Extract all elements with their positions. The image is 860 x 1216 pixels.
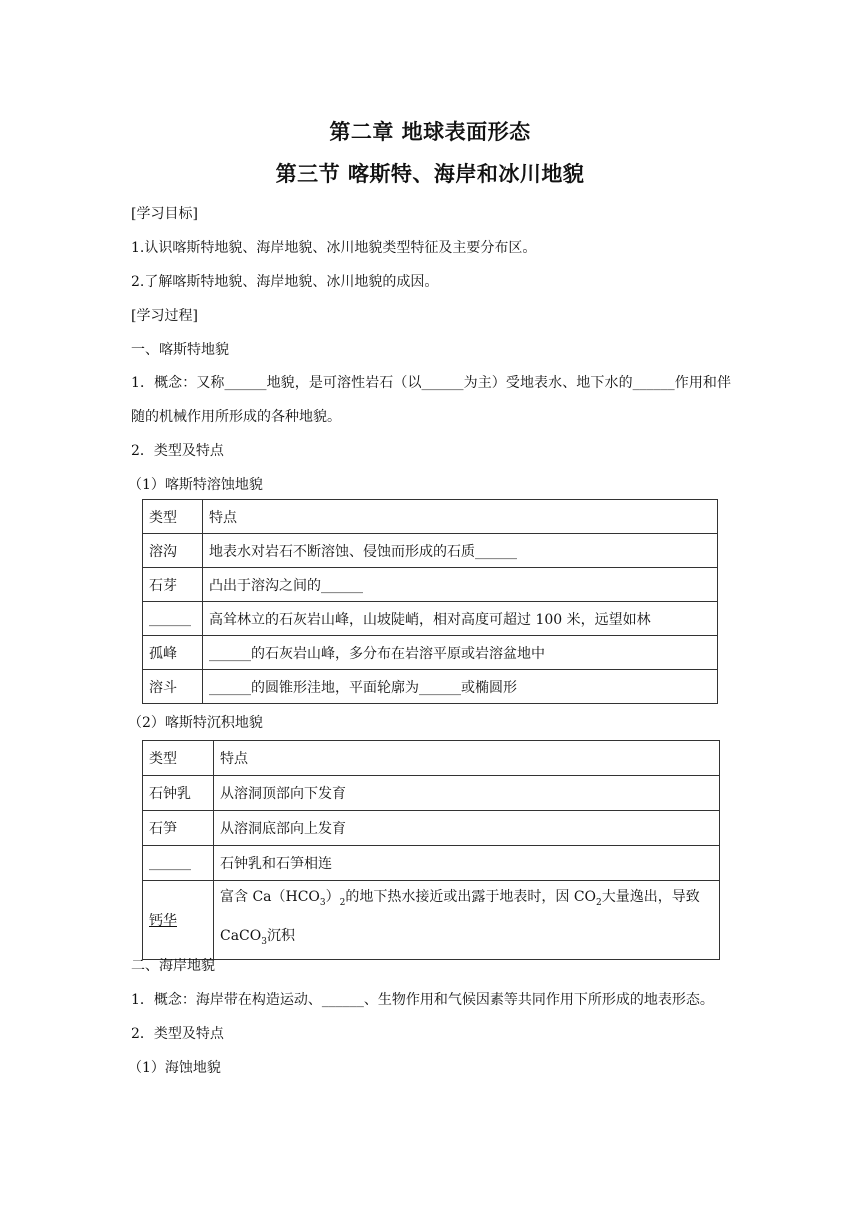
table-cell: ______ (143, 602, 203, 636)
goal-1: 1.认识喀斯特地貌、海岸地貌、冰川地貌类型特征及主要分布区。 (131, 240, 537, 256)
table-row (143, 881, 720, 960)
table-row (143, 534, 718, 568)
karst-deposit-table (142, 740, 720, 960)
table-row (143, 741, 720, 776)
table-row (143, 636, 718, 670)
table-cell: 钙华 (143, 881, 214, 960)
table-row (143, 602, 718, 636)
table-cell: 特点 (203, 500, 718, 534)
karst-types-heading: 2．类型及特点 (131, 443, 224, 459)
karst-concept: 1．概念：又称______地貌，是可溶性岩石（以______为主）受地表水、地下水的______作用和伴随的机械作用所形成的各种地貌。 (131, 375, 731, 425)
table-cell: 石钟乳 (143, 776, 214, 811)
table-cell: 孤峰 (143, 636, 203, 670)
table-cell: 从溶洞底部向上发育 (214, 811, 720, 846)
table-cell: 溶斗 (143, 670, 203, 704)
karst-deposit-heading: （2）喀斯特沉积地貌 (128, 715, 263, 731)
table-cell: ______ (143, 846, 214, 881)
table-row (143, 846, 720, 881)
table-row (143, 568, 718, 602)
table-row (143, 500, 718, 534)
table-cell: 类型 (143, 500, 203, 534)
table-cell: ______的石灰岩山峰，多分布在岩溶平原或岩溶盆地中 (203, 636, 718, 670)
table-cell: 富含 $Ca(HCO_3)_2$的地下热水接近或出露于地表时，因 $CO_2$大量逸出，导致 CaCO$_3$沉积 (214, 881, 720, 960)
table-cell: 石钟乳和石笋相连 (214, 846, 720, 881)
chapter-title: 第二章 地球表面形态 (329, 120, 531, 144)
karst-erosion-table (142, 499, 718, 704)
table-cell: 高耸林立的石灰岩山峰，山坡陡峭，相对高度可超过 100 米，远望如林 (203, 602, 718, 636)
karst-erosion-heading: （1）喀斯特溶蚀地貌 (128, 477, 263, 493)
coast-heading: 二、海岸地貌 (131, 958, 215, 974)
table-cell: 从溶洞顶部向下发育 (214, 776, 720, 811)
table-row (143, 776, 720, 811)
table-cell: 类型 (143, 741, 214, 776)
table-row (143, 811, 720, 846)
table-row (143, 670, 718, 704)
coast-types-heading: 2．类型及特点 (131, 1026, 224, 1042)
karst-heading: 一、喀斯特地貌 (131, 342, 229, 358)
section-title: 第三节 喀斯特、海岸和冰川地貌 (275, 162, 585, 186)
process-heading: [学习过程] (131, 308, 198, 324)
table-cell: 石笋 (143, 811, 214, 846)
table-cell: 石芽 (143, 568, 203, 602)
coast-erosion-heading: （1）海蚀地貌 (128, 1060, 221, 1076)
table-cell: 溶沟 (143, 534, 203, 568)
table-cell: 地表水对岩石不断溶蚀、侵蚀而形成的石质______ (203, 534, 718, 568)
goal-2: 2.了解喀斯特地貌、海岸地貌、冰川地貌的成因。 (131, 274, 439, 290)
table-cell: 凸出于溶沟之间的______ (203, 568, 718, 602)
coast-concept: 1．概念：海岸带在构造运动、______、生物作用和气候因素等共同作用下所形成的地表形态。 (131, 992, 714, 1008)
goals-heading: [学习目标] (131, 206, 198, 222)
table-cell: 特点 (214, 741, 720, 776)
table-cell: ______的圆锥形洼地，平面轮廓为______或椭圆形 (203, 670, 718, 704)
